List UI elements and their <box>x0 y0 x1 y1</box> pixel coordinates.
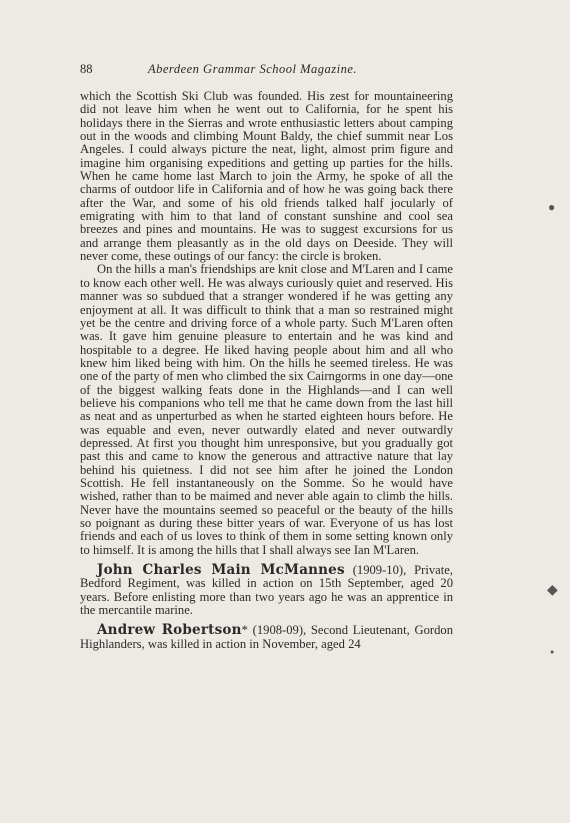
paragraph-continued: which the Scottish Ski Club was founded. His zest for mountaineering did not leave him when he went out to California, for he spent his holidays there in the Sierras and wrote enthusiastic letters about camping out in the woods and climbing Mount Baldy, the chief summit near Los Angeles. I could always picture the neat, light, almost prim figure and imagine him organising expeditions and getting up parties for the hills. When he came home last March to join the Army, he spoke of all the charms of outdoor life in California and of how he was going back there after the War, and some of his old friends talked half jocularly of emigrating with him to that land of constant sunshine and cool sea breezes and pines and mountains. He was to suggest excursions for us and arrange them pleasantly as in the old days on Deeside. They will never come, these outings of our fancy: the circle is broken. <box>80 89 453 264</box>
page-number: 88 <box>80 62 93 76</box>
obituary-text: * (1908-09), Second Lieutenant, Gordon Highlanders, was killed in action in November, aged 24 <box>80 623 453 651</box>
obituary-name: John Charles Main McMannes <box>97 562 345 579</box>
magazine-title: Aberdeen Grammar School Magazine. <box>148 62 358 76</box>
obituary-robertson <box>80 624 453 651</box>
obituary-mcmannes <box>80 564 453 617</box>
binding-hole-mark: ● <box>548 200 556 214</box>
obituary-name: Andrew Robertson <box>97 622 242 639</box>
paragraph-friendships: On the hills a man's friendships are knit close and M'Laren and I came to know each other well. He was always curiously quiet and reserved. His manner was so subdued that a stranger wondered if he was getting any enjoyment at all. It was difficult to think that a man so restrained might yet be the centre and driving force of a whole party. Such M'Laren often was. It gave him genuine pleasure to entertain and he was kind and hospitable to a degree. He liked having people about him and all who knew him liked being with him. On the hills he seemed tireless. He was one of the party of men who climbed the six Cairngorms in one day—one of the biggest walking feats done in the Highlands—and I can well believe his companions who tell me that he came down from the last hill as neat and as unperturbed as when he started eighteen hours before. He was equable and even, never outwardly elated and never outwardly depressed. At first you thought him unresponsive, but you gradually got past this and came to know the generous and attractive nature that lay behind his quietness. I did not see him after he joined the London Scottish. He fell instantaneously on the Somme. So he would have wished, rather than to be maimed and never able again to climb the hills. Never have the mountains seemed so peaceful or the beauty of the hills so poignant as during these bitter years of war. Everyone of us has lost friends and each of us loves to think of them in some setting known only to himself. It is among the hills that I shall always see Ian M'Laren. <box>80 262 453 557</box>
article-body <box>80 90 453 651</box>
binding-hole-mark: ● <box>550 648 555 656</box>
obituary-text: (1909-10), Private, Bedford Regiment, was killed in action on 15th September, aged 20 years. Before enlisting more than two years ago he was an apprentice in the mercantile marine. <box>80 563 453 618</box>
binding-hole-mark: ◆ <box>547 583 558 598</box>
